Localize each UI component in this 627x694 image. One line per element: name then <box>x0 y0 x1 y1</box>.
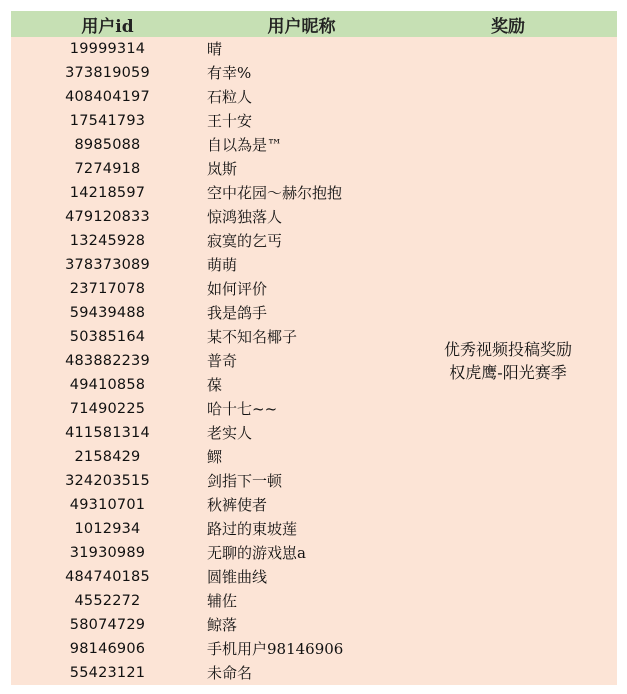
user-id-cell[interactable]: 58074729 <box>69 617 146 633</box>
user-id-cell[interactable]: 4552272 <box>74 593 141 609</box>
user-id-cell[interactable]: 378373089 <box>65 257 150 273</box>
nickname-cell[interactable]: 剑指下一顿 <box>207 472 283 490</box>
nickname-cell[interactable]: 王十安 <box>207 112 253 130</box>
user-id-cell[interactable]: 1012934 <box>74 521 141 537</box>
user-id-cell[interactable]: 8985088 <box>74 137 141 153</box>
user-id-cell[interactable]: 479120833 <box>65 209 150 225</box>
user-id-cell[interactable]: 14218597 <box>69 185 146 201</box>
nickname-cell[interactable]: 岚斯 <box>207 160 238 178</box>
header-user-id[interactable]: 用户id <box>81 16 134 37</box>
user-id-column <box>11 37 204 685</box>
user-id-cell[interactable]: 484740185 <box>65 569 150 585</box>
user-id-cell[interactable]: 408404197 <box>65 89 150 105</box>
user-id-cell[interactable]: 19999314 <box>69 41 146 57</box>
nickname-cell[interactable]: 秋裤使者 <box>207 496 268 514</box>
reward-line-2: 权虎鹰-阳光赛季 <box>449 363 567 382</box>
user-id-cell[interactable]: 71490225 <box>69 401 146 417</box>
nickname-cell[interactable]: 惊鸿独落人 <box>207 208 283 226</box>
nickname-cell[interactable]: 如何评价 <box>207 280 268 298</box>
nickname-cell[interactable]: 我是鸽手 <box>207 304 268 322</box>
nickname-cell[interactable]: 萌萌 <box>207 256 238 274</box>
user-id-cell[interactable]: 49410858 <box>69 377 146 393</box>
reward-line-1: 优秀视频投稿奖励 <box>443 340 572 359</box>
user-id-cell[interactable]: 324203515 <box>65 473 150 489</box>
user-id-cell[interactable]: 55423121 <box>69 665 146 681</box>
user-id-cell[interactable]: 50385164 <box>69 329 146 345</box>
nickname-cell[interactable]: 手机用户98146906 <box>207 640 344 658</box>
nickname-cell[interactable]: 无聊的游戏崽a <box>207 544 306 562</box>
nickname-cell[interactable]: 有幸% <box>207 64 252 82</box>
nickname-column <box>204 37 399 685</box>
user-id-cell[interactable]: 7274918 <box>74 161 141 177</box>
nickname-cell[interactable]: 寂寞的乞丐 <box>207 232 283 250</box>
nickname-cell[interactable]: 未命名 <box>207 664 253 682</box>
user-id-cell[interactable]: 17541793 <box>69 113 146 129</box>
nickname-cell[interactable]: 圆锥曲线 <box>207 568 268 586</box>
table-header <box>11 11 617 37</box>
user-id-cell[interactable]: 373819059 <box>65 65 150 81</box>
nickname-cell[interactable]: 鳏 <box>207 448 223 466</box>
nickname-cell[interactable]: 葆 <box>207 376 223 394</box>
user-id-cell[interactable]: 49310701 <box>69 497 146 513</box>
header-reward[interactable]: 奖励 <box>491 16 525 37</box>
user-id-cell[interactable]: 13245928 <box>69 233 146 249</box>
user-id-cell[interactable]: 23717078 <box>69 281 146 297</box>
reward-merged-cell[interactable] <box>399 37 617 685</box>
spreadsheet-table <box>11 11 617 685</box>
nickname-cell[interactable]: 老实人 <box>207 424 253 442</box>
table-body <box>11 37 617 685</box>
nickname-cell[interactable]: 鲸落 <box>207 616 238 634</box>
user-id-cell[interactable]: 31930989 <box>69 545 146 561</box>
nickname-cell[interactable]: 辅佐 <box>207 592 238 610</box>
nickname-cell[interactable]: 某不知名椰子 <box>207 328 298 346</box>
user-id-cell[interactable]: 411581314 <box>65 425 150 441</box>
user-id-cell[interactable]: 98146906 <box>69 641 146 657</box>
nickname-cell[interactable]: 哈十七~~ <box>207 400 278 418</box>
header-user-nickname[interactable]: 用户昵称 <box>267 16 336 37</box>
nickname-cell[interactable]: 普奇 <box>207 352 238 370</box>
nickname-cell[interactable]: 石粒人 <box>207 88 253 106</box>
user-id-cell[interactable]: 59439488 <box>69 305 146 321</box>
user-id-cell[interactable]: 2158429 <box>74 449 141 465</box>
nickname-cell[interactable]: 空中花园～赫尔抱抱 <box>207 184 343 202</box>
nickname-cell[interactable]: 自以為是™ <box>207 136 283 154</box>
nickname-cell[interactable]: 路过的東坡莲 <box>207 520 298 538</box>
nickname-cell[interactable]: 晴 <box>207 40 223 58</box>
user-id-cell[interactable]: 483882239 <box>65 353 150 369</box>
